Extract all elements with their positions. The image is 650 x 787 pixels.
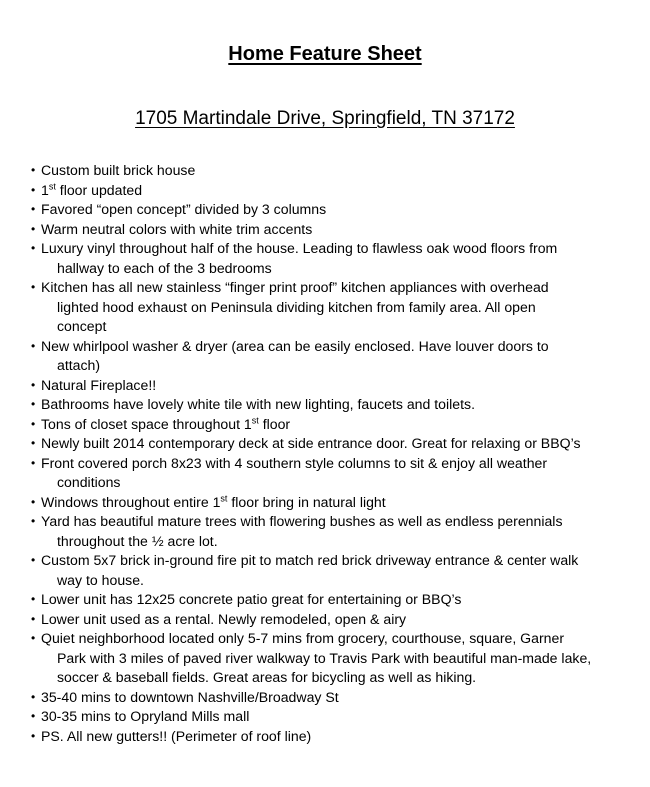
- property-address: 1705 Martindale Drive, Springfield, TN 37172: [135, 108, 515, 129]
- list-item: • PS. All new gutters!! (Perimeter of roof line): [31, 727, 631, 747]
- bullet-icon: •: [31, 494, 36, 509]
- bullet-icon: •: [31, 397, 36, 411]
- list-item: • Front covered porch 8x23 with 4 southern style columns to sit & enjoy all weather conditions: [31, 454, 548, 490]
- list-item: • Kitchen has all new stainless “finger print proof” kitchen appliances with overhead lighted hood exhaust on Peninsula dividing kitchen from family area. All open concept: [31, 279, 549, 334]
- bullet-icon: •: [31, 221, 36, 236]
- bullet-icon: •: [31, 163, 36, 177]
- list-item: • Yard has beautiful mature trees with flowering bushes as well as endless perennials throughout the ½ acre lot.: [31, 513, 563, 549]
- list-item: • New whirlpool washer & dryer (area can be easily enclosed. Have louver doors to attach): [31, 337, 549, 373]
- bullet-icon: •: [31, 709, 36, 723]
- list-item: • Natural Fireplace!!: [31, 376, 631, 396]
- bullet-icon: •: [31, 611, 36, 626]
- list-item: • 1st floor updated: [31, 181, 631, 201]
- bullet-icon: •: [31, 631, 36, 645]
- list-item: • Lower unit used as a rental. Newly remodeled, open & airy: [31, 610, 631, 630]
- list-item: • Custom 5x7 brick in-ground fire pit to match red brick driveway entrance & center walk way to house.: [31, 552, 579, 588]
- list-item: • Favored “open concept” divided by 3 columns: [31, 200, 631, 220]
- list-item: • Windows throughout entire 1st floor bring in natural light: [31, 493, 631, 513]
- bullet-icon: •: [31, 182, 36, 197]
- bullet-icon: •: [31, 416, 36, 431]
- bullet-icon: •: [31, 592, 36, 606]
- bullet-icon: •: [31, 202, 36, 216]
- list-item: • Lower unit has 12x25 concrete patio great for entertaining or BBQ’s: [31, 590, 631, 610]
- list-item: • Warm neutral colors with white trim accents: [31, 220, 631, 240]
- list-item: • Luxury vinyl throughout half of the house. Leading to flawless oak wood floors from hallway to each of the 3 bedrooms: [31, 240, 558, 276]
- feature-list: [31, 161, 631, 746]
- list-item: • Custom built brick house: [31, 161, 631, 181]
- list-item: • Bathrooms have lovely white tile with new lighting, faucets and toilets.: [31, 395, 631, 415]
- bullet-icon: •: [31, 455, 36, 470]
- bullet-icon: •: [31, 728, 36, 743]
- bullet-icon: •: [31, 377, 36, 392]
- list-item: • Quiet neighborhood located only 5-7 mins from grocery, courthouse, square, Garner Park with 3 miles of paved river walkway to Travis Park with beautiful man-made lake, soccer & baseball fields. Great areas for bicycling as well as hiking.: [31, 630, 592, 685]
- document-title: Home Feature Sheet: [228, 43, 422, 65]
- list-item: • 35-40 mins to downtown Nashville/Broadway St: [31, 688, 631, 708]
- bullet-icon: •: [31, 689, 36, 704]
- bullet-icon: •: [31, 280, 36, 294]
- bullet-icon: •: [31, 436, 36, 450]
- bullet-icon: •: [31, 338, 36, 353]
- bullet-icon: •: [31, 241, 36, 255]
- list-item: • Tons of closet space throughout 1st floor: [31, 415, 631, 435]
- bullet-icon: •: [31, 514, 36, 528]
- bullet-icon: •: [31, 553, 36, 567]
- list-item: • 30-35 mins to Opryland Mills mall: [31, 707, 631, 727]
- list-item: • Newly built 2014 contemporary deck at side entrance door. Great for relaxing or BBQ’s: [31, 434, 631, 454]
